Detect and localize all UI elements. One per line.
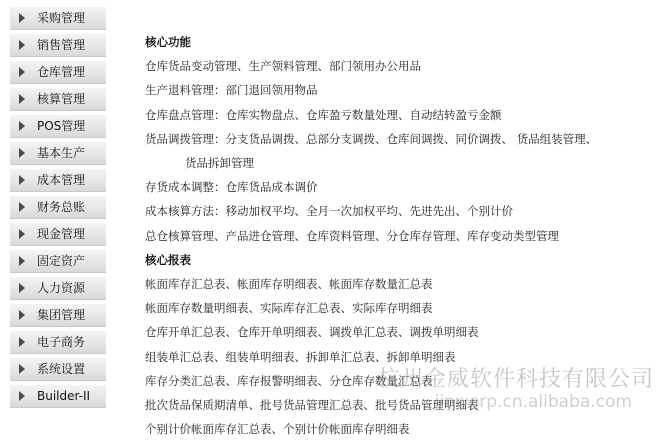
sidebar-item[interactable]	[10, 304, 106, 327]
arrow-right-icon	[19, 202, 25, 212]
arrow-right-icon	[19, 175, 25, 185]
feature-line: 存货成本调整：仓库货品成本调价	[145, 180, 318, 195]
sidebar-item-label: 基本生产	[37, 146, 86, 160]
sidebar-item[interactable]	[10, 7, 106, 30]
feature-line: 货品调拨管理：分支货品调拨、总部分支调拨、仓库间调拨、同价调拨、 货品组装管理、	[145, 131, 598, 146]
sidebar-item-label: 人力资源	[37, 281, 86, 295]
feature-line: 批次货品保质期清单、批号货品管理汇总表、批号货品管理明细表	[145, 398, 479, 413]
section-heading: 核心功能	[145, 35, 191, 49]
arrow-right-icon	[19, 256, 25, 266]
arrow-right-icon	[19, 229, 25, 239]
sidebar-item-label: 财务总账	[37, 200, 86, 214]
sidebar-item[interactable]	[10, 250, 106, 273]
sidebar-item[interactable]	[10, 223, 106, 246]
sidebar-item-label: 成本管理	[37, 173, 86, 187]
feature-line: 生产退料管理：部门退回领用物品	[145, 83, 318, 98]
feature-line: 成本核算方法：移动加权平均、全月一次加权平均、先进先出、个别计价	[145, 204, 513, 219]
sidebar-item[interactable]	[10, 88, 106, 111]
feature-line: 组装单汇总表、组装单明细表、拆卸单汇总表、拆卸单明细表	[145, 349, 456, 364]
sidebar-item[interactable]	[10, 34, 106, 57]
feature-line: 仓库盘点管理：仓库实物盘点、仓库盈亏数量处理、自动结转盈亏金额	[145, 107, 502, 122]
sidebar-item[interactable]	[10, 331, 106, 354]
feature-line: 总仓核算管理、产品进仓管理、仓库资料管理、分仓库存管理、库存变动类型管理	[145, 228, 559, 243]
feature-line: 仓库开单汇总表、仓库开单明细表、调拨单汇总表、调拨单明细表	[145, 325, 479, 340]
sidebar-item-label: 采购管理	[37, 11, 86, 25]
arrow-right-icon	[19, 337, 25, 347]
sidebar-item[interactable]	[10, 115, 106, 138]
sidebar-item[interactable]	[10, 169, 106, 192]
arrow-right-icon	[19, 364, 25, 374]
arrow-right-icon	[19, 310, 25, 320]
arrow-right-icon	[19, 148, 25, 158]
company-watermark: 杭州金威软件科技有限公司	[377, 367, 654, 392]
sidebar-item[interactable]	[10, 385, 106, 408]
sidebar-item-label: 仓库管理	[37, 65, 86, 79]
arrow-right-icon	[19, 40, 25, 50]
arrow-right-icon	[19, 121, 25, 131]
sidebar-item-label: 固定资产	[37, 254, 86, 268]
sidebar-item-label: 电子商务	[37, 335, 86, 349]
section-heading: 核心报表	[145, 252, 191, 267]
feature-line: 个别计价帐面库存汇总表、个别计价帐面库存明细表	[145, 422, 410, 437]
feature-line: 库存分类汇总表、库存报警明细表、分仓库存数量汇总表	[145, 373, 433, 388]
feature-line: 仓库货品变动管理、生产领料管理、部门领用办公用品	[145, 59, 421, 74]
sidebar-item-label: 现金管理	[37, 227, 86, 241]
sidebar-item-label: 销售管理	[37, 38, 86, 52]
sidebar-item[interactable]	[10, 61, 106, 84]
sidebar-item[interactable]	[10, 358, 106, 381]
url-watermark: jinwerp.cn.alibaba.com	[434, 392, 632, 412]
sidebar-item-label: Builder-II	[37, 389, 91, 403]
sidebar-item-label: 集团管理	[37, 308, 86, 322]
arrow-right-icon	[19, 283, 25, 293]
sidebar-item-label: 核算管理	[37, 92, 86, 106]
feature-line: 货品拆卸管理	[185, 156, 254, 171]
sidebar-nav	[10, 7, 106, 412]
sidebar-item-label: 系统设置	[37, 362, 86, 376]
sidebar-item-label: POS管理	[37, 119, 86, 133]
sidebar-item[interactable]	[10, 196, 106, 219]
arrow-right-icon	[19, 67, 25, 77]
module-description	[145, 30, 665, 440]
feature-line: 帐面库存数量明细表、实际库存汇总表、实际库存明细表	[145, 301, 433, 316]
sidebar-item[interactable]	[10, 277, 106, 300]
sidebar-item[interactable]	[10, 142, 106, 165]
arrow-right-icon	[19, 94, 25, 104]
feature-line: 帐面库存汇总表、帐面库存明细表、帐面库存数量汇总表	[145, 277, 433, 292]
arrow-right-icon	[19, 391, 25, 401]
arrow-right-icon	[19, 13, 25, 23]
